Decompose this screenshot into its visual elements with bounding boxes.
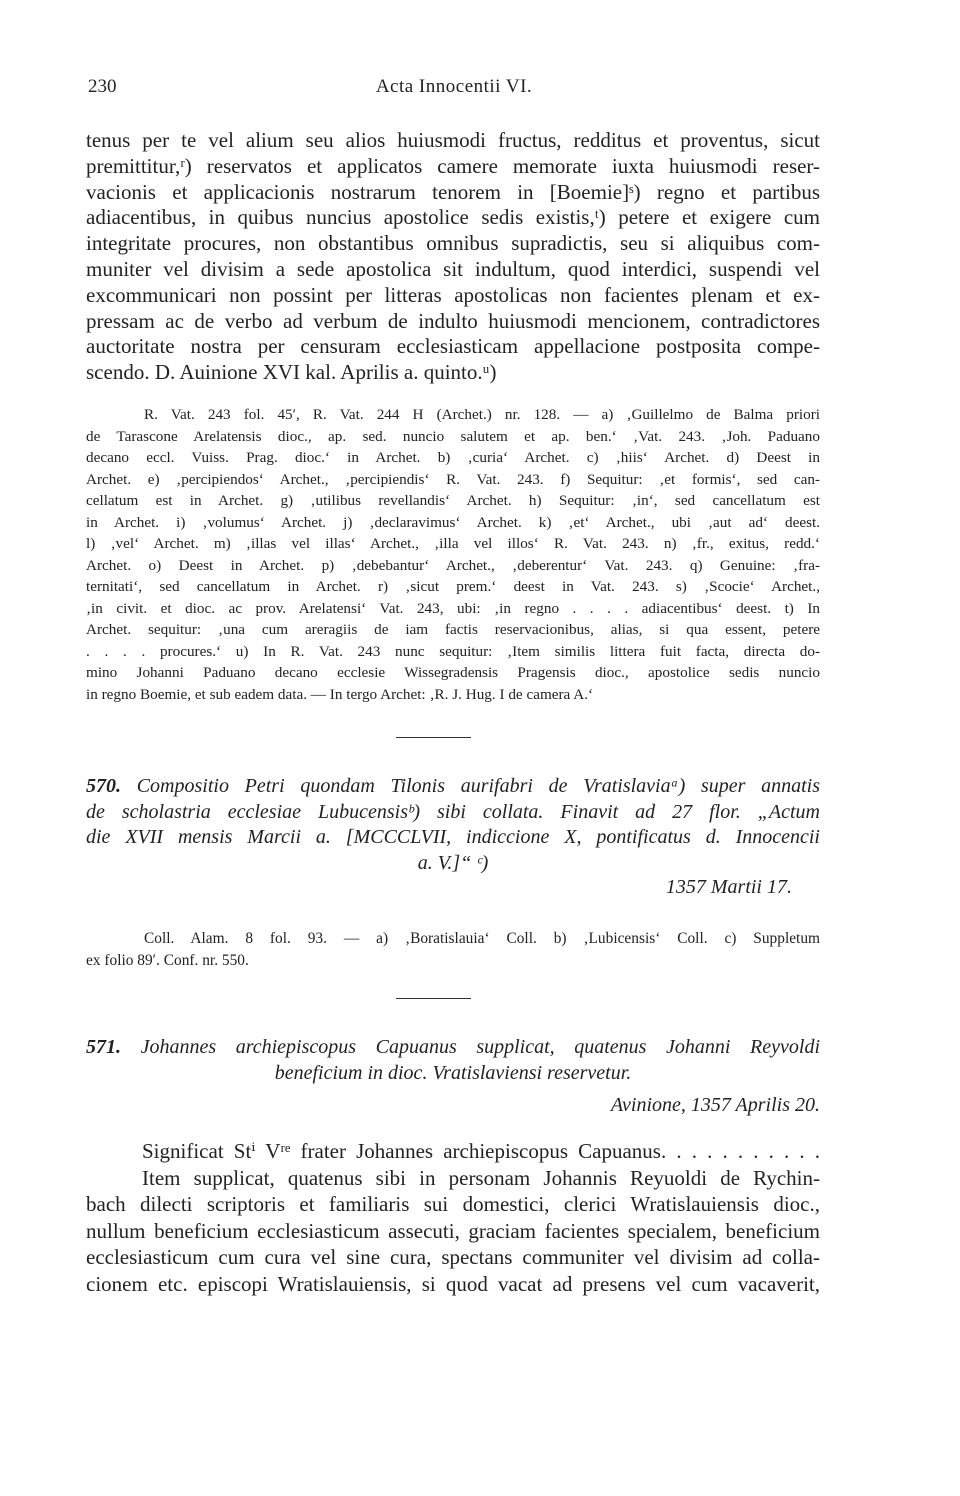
note-line: Archet. e) ‚percipiendos‘ Archet., ‚percipiendis‘ R. Vat. 243. f) Sequitur: ‚et formis‘, sed can- [86,470,820,488]
note-line: in regno Boemie, et sub eadem data. — In tergo Archet: ‚R. J. Hug. I de camera A.‘ [86,685,594,703]
document-571-text [86,1138,820,1297]
heading-line [86,1035,820,1061]
note-line: l) ‚vel‘ Archet. m) ‚illas vel illas‘ Archet., ‚illa vel illos‘ R. Vat. 243. n) ‚fr., exitus, redd.‘ [86,535,820,552]
text-line: scendo. D. Auinione XVI kal. Aprilis a. quinto.ᵘ) [86,360,497,385]
section-divider [396,737,471,738]
text-line: integritate procures, non obstantibus omnibus supradictis, seu si aliquibus com- [86,231,820,256]
note-line: mino Johanni Paduano decano ecclesie Wissegradensis Pragensis dioc., apostolice sedis nuncio [86,664,820,681]
source-line: ex folio 89′. Conf. nr. 550. [86,951,249,969]
text-line: ecclesiasticum cum cura vel sine cura, spectans communiter vel divisim ad colla- [86,1245,820,1269]
text-line: pressam ac de verbo ad verbum de indulto huiusmodi mencionem, contradictores [86,308,820,333]
text-line: Item supplicat, quatenus sibi in personam Johannis Reyuoldi de Rychin- [142,1165,820,1190]
document-570-heading [86,774,820,876]
document-number: 570. [86,775,121,797]
heading-line: de scholastria ecclesiae Lubucensisᵇ) sibi collata. Finavit ad 27 flor. „Actum [86,800,820,823]
document-571-date [86,1094,820,1117]
page-header [88,76,820,102]
heading-line: beneficium in dioc. Vratislaviensi reservetur. [274,1061,632,1084]
note-line: decano eccl. Vuiss. Prag. dioc.‘ in Archet. b) ‚curia‘ Archet. c) ‚hiis‘ Archet. d) Deest in [86,449,820,466]
text-line: bach dilecti scriptoris et familiaris sui domestici, clerici Wratislauiensis dioc., [86,1192,820,1216]
note-line: . . . . procures.‘ u) In R. Vat. 243 nunc sequitur: ‚Item similis littera fuit facta, directa do- [86,642,820,660]
note-line: ternitati‘, sed cancellatum in Archet. r) ‚sicut prem.‘ deest in Vat. 243. s) ‚Scocie‘ Archet., [86,578,820,595]
section-divider [396,998,471,999]
text-line: nullum beneficium ecclesiasticum assecuti, graciam facientes specialem, beneficium [86,1218,820,1243]
text-line: Significat Stⁱ Vʳᵉ frater Johannes archiepiscopus Capuanus. . . . . . . . . . . [142,1139,820,1163]
document-570-source [86,928,820,971]
text-line: cionem etc. episcopi Wratislauiensis, si quod vacat ad presens vel cum vacaverit, [86,1271,820,1296]
text-line: tenus per te vel alium seu alios huiusmodi fructus, redditus et proventus, sicut [86,128,820,152]
heading-line: a. V.]“ ᶜ) [417,851,489,874]
text-line: muniter vel divisim a sede apostolica sit indultum, quod interdici, suspendi vel [86,256,820,281]
note-line: R. Vat. 243 fol. 45′, R. Vat. 244 H (Archet.) nr. 128. — a) ‚Guillelmo de Balma priori [144,406,820,423]
note-line: in Archet. i) ‚volumus‘ Archet. j) ‚declaravimus‘ Archet. k) ‚et‘ Archet., ubi ‚aut ad‘ deest. [86,513,820,531]
note-line: de Tarascone Arelatensis dioc., ap. sed. nuncio salutem et ap. ben.‘ ‚Vat. 243. ‚Joh. Paduano [86,427,820,445]
text-line: auctoritate nostra per censuram ecclesiasticam appellacione postposita compe- [86,334,820,359]
text-line: premittitur,ʳ) reservatos et applicatos camere memorate iuxta huiusmodi reser- [86,153,820,178]
heading-line: die XVII mensis Marcii a. [MCCCLVII, indiccione X, pontificatus d. Innocencii [86,826,820,848]
note-line: Archet. o) Deest in Archet. p) ‚debebantur‘ Archet., ‚deberentur‘ Vat. 243. q) Genuine: ‚fra- [86,556,820,574]
text-line: excommunicari non possint per litteras apostolicas non facientes plenam et ex- [86,282,820,307]
critical-apparatus [86,404,820,705]
heading-text: Johannes archiepiscopus Capuanus supplicat, quatenus Johanni Reyvoldi [140,1036,820,1058]
date-line: 1357 Martii 17. [665,876,792,898]
date-line: Avinione, 1357 Aprilis 20. [610,1094,820,1116]
note-line: cellatum est in Archet. g) ‚utilibus revellandis‘ Archet. h) Sequitur: ‚in‘, sed cancellatum est [86,492,820,509]
heading-line [86,774,820,800]
note-line: ‚in civit. et dioc. ac prov. Arelatensi‘ Vat. 243, ubi: ‚in regno . . . . adiacentibus‘ deest. t) In [86,599,820,617]
document-number: 571. [86,1036,121,1058]
text-line: vacionis et applicacionis nostrarum tenorem in [Boemie]ˢ) regno et partibus [86,179,820,204]
page-number: 230 [88,76,117,97]
text-line: adiacentibus, in quibus nuncius apostolice sedis existis,ᵗ) petere et exigere cum [86,205,820,230]
document-571-heading [86,1035,820,1086]
document-570-date [86,876,820,899]
running-title: Acta Innocentii VI. [375,76,533,97]
source-line: Coll. Alam. 8 fol. 93. — a) ‚Boratislauia‘ Coll. b) ‚Lubicensis‘ Coll. c) Suppletum [144,930,820,947]
heading-text: Compositio Petri quondam Tilonis aurifabri de Vratislaviaᵃ) super annatis [136,775,820,797]
note-line: Archet. sequitur: ‚una cum areragiis de iam factis reservacionibus, alias, si qua essent, petere [86,621,820,638]
main-text [86,128,820,386]
